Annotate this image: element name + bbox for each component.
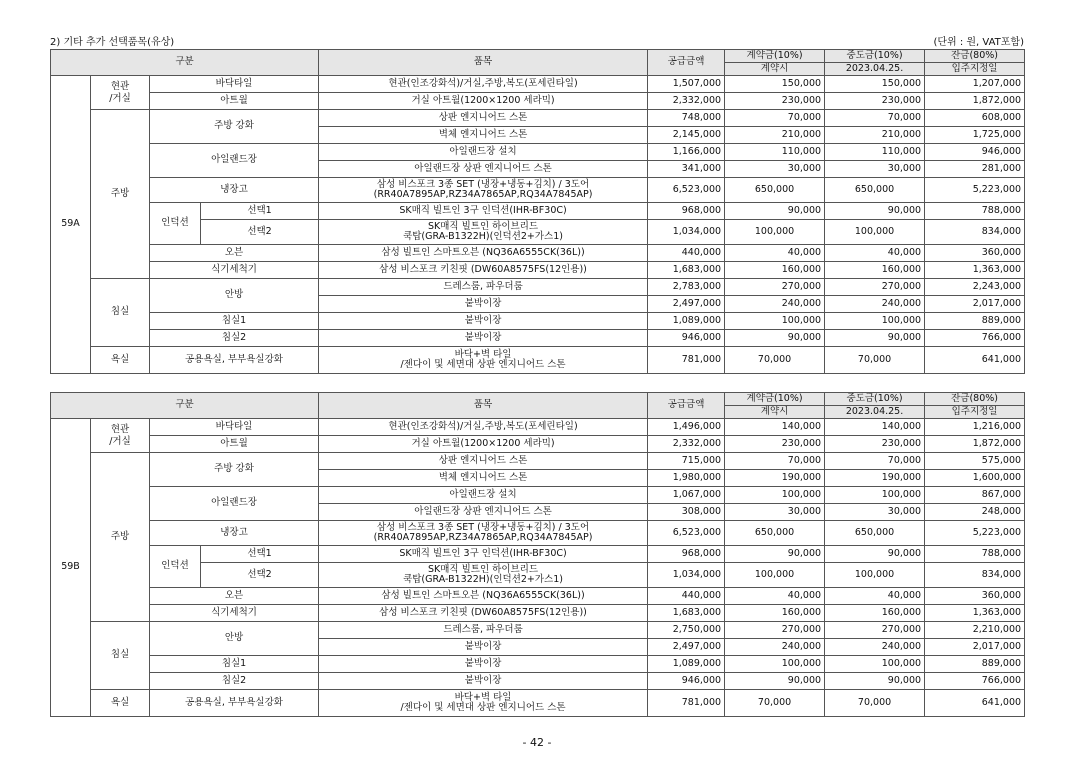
- middle-cell: 210,000: [825, 127, 925, 144]
- floor-tile-cell: 바닥타일: [150, 76, 319, 93]
- item-line: SK매직 빌트인 하이브리드: [428, 220, 539, 232]
- balance-cell: 5,223,000: [925, 178, 1025, 203]
- kitchen-upgrade-cell: 주방 강화: [150, 453, 319, 487]
- middle-cell: 190,000: [825, 470, 925, 487]
- supply-price-cell: 1,507,000: [648, 76, 725, 93]
- balance-cell: 766,000: [925, 330, 1025, 347]
- contract-cell: 100,000: [725, 313, 825, 330]
- middle-cell: 160,000: [825, 605, 925, 622]
- middle-cell: 40,000: [825, 245, 925, 262]
- supply-price-cell: 1,980,000: [648, 470, 725, 487]
- item-cell: 드레스룸, 파우더룸: [319, 622, 648, 639]
- item-cell: [319, 521, 648, 546]
- item-cell: [319, 563, 648, 588]
- supply-price-cell: 1,089,000: [648, 656, 725, 673]
- supply-price-cell: 308,000: [648, 504, 725, 521]
- middle-cell: 240,000: [825, 639, 925, 656]
- section-title: 2) 기타 추가 선택품목(유상): [50, 37, 175, 48]
- options-table-59a: [50, 49, 1025, 374]
- contract-cell: 270,000: [725, 279, 825, 296]
- header-item: 품목: [319, 393, 648, 419]
- item-cell: 상판 엔지니어드 스톤: [319, 453, 648, 470]
- entrance-label: 현관: [110, 423, 130, 435]
- middle-cell: 90,000: [825, 203, 925, 220]
- table-row: [51, 622, 1025, 639]
- supply-price-cell: 946,000: [648, 330, 725, 347]
- supply-price-cell: 2,332,000: [648, 436, 725, 453]
- table-row: [51, 588, 1025, 605]
- item-cell: 아일랜드장 상판 엔지니어드 스톤: [319, 161, 648, 178]
- entrance-living-cell: [91, 419, 150, 453]
- bedroom-cell: 침실: [91, 279, 150, 347]
- item-cell: 붙박이장: [319, 330, 648, 347]
- contract-cell: 160,000: [725, 605, 825, 622]
- contract-cell: 190,000: [725, 470, 825, 487]
- contract-cell: 100,000: [725, 487, 825, 504]
- balance-cell: 834,000: [925, 220, 1025, 245]
- header-supply-price: 공급금액: [648, 50, 725, 76]
- table-row: [51, 76, 1025, 93]
- contract-cell: 140,000: [725, 419, 825, 436]
- balance-cell: 788,000: [925, 546, 1025, 563]
- table-row: [51, 93, 1025, 110]
- contract-cell: 70,000: [725, 110, 825, 127]
- item-cell: 삼성 비스포크 키친핏 (DW60A8575FS(12인용)): [319, 605, 648, 622]
- entrance-living-cell: [91, 76, 150, 110]
- options-table-59b: [50, 392, 1025, 717]
- item-line: SK매직 빌트인 하이브리드: [428, 563, 539, 575]
- supply-price-cell: 1,683,000: [648, 262, 725, 279]
- item-cell: 붙박이장: [319, 656, 648, 673]
- item-cell: 벽체 엔지니어드 스톤: [319, 127, 648, 144]
- header-contract: 계약금(10%): [725, 393, 825, 406]
- item-cell: [319, 347, 648, 374]
- middle-cell: 70,000: [825, 453, 925, 470]
- header-balance: 잔금(80%): [925, 50, 1025, 63]
- contract-cell: 40,000: [725, 245, 825, 262]
- option1-cell: 선택1: [201, 203, 319, 220]
- item-line: 삼성 비스포크 3종 SET (냉장+냉동+김치) / 3도어: [376, 521, 590, 533]
- balance-cell: 575,000: [925, 453, 1025, 470]
- balance-cell: 641,000: [925, 690, 1025, 717]
- contract-cell: 90,000: [725, 673, 825, 690]
- table-row: [51, 487, 1025, 504]
- table-row: [51, 262, 1025, 279]
- item-cell: 삼성 빌트인 스마트오븐 (NQ36A6555CK(36L)): [319, 245, 648, 262]
- middle-cell: 650,000: [825, 521, 925, 546]
- table-row: [51, 453, 1025, 470]
- contract-cell: 100,000: [725, 656, 825, 673]
- induction-cell: 인덕션: [150, 203, 201, 245]
- supply-price-cell: 2,497,000: [648, 639, 725, 656]
- living-label: /거실: [109, 92, 131, 104]
- middle-cell: 90,000: [825, 673, 925, 690]
- middle-cell: 100,000: [825, 563, 925, 588]
- balance-cell: 608,000: [925, 110, 1025, 127]
- bedroom2-cell: 침실2: [150, 330, 319, 347]
- supply-price-cell: 968,000: [648, 546, 725, 563]
- item-cell: 아일랜드장 상판 엔지니어드 스톤: [319, 504, 648, 521]
- middle-cell: 150,000: [825, 76, 925, 93]
- item-cell: 아일랜드장 설치: [319, 144, 648, 161]
- item-cell: 아일랜드장 설치: [319, 487, 648, 504]
- balance-cell: 641,000: [925, 347, 1025, 374]
- table-row: [51, 521, 1025, 546]
- table-row: [51, 436, 1025, 453]
- contract-cell: 30,000: [725, 161, 825, 178]
- table-row: [51, 144, 1025, 161]
- dishwasher-cell: 식기세척기: [150, 262, 319, 279]
- middle-cell: 90,000: [825, 546, 925, 563]
- contract-cell: 230,000: [725, 93, 825, 110]
- table-row: [51, 419, 1025, 436]
- balance-cell: 5,223,000: [925, 521, 1025, 546]
- header-middle: 중도금(10%): [825, 50, 925, 63]
- item-cell: 상판 엔지니어드 스톤: [319, 110, 648, 127]
- balance-cell: 2,017,000: [925, 296, 1025, 313]
- balance-cell: 248,000: [925, 504, 1025, 521]
- middle-cell: 230,000: [825, 436, 925, 453]
- middle-cell: 110,000: [825, 144, 925, 161]
- balance-cell: 1,363,000: [925, 262, 1025, 279]
- item-cell: [319, 178, 648, 203]
- contract-cell: 650,000: [725, 521, 825, 546]
- item-cell: SK매직 빌트인 3구 인덕션(IHR-BF30C): [319, 203, 648, 220]
- middle-cell: 650,000: [825, 178, 925, 203]
- master-bedroom-cell: 안방: [150, 279, 319, 313]
- table-row: [51, 279, 1025, 296]
- item-line: (RR40A7895AP,RZ34A7865AP,RQ34A7845AP): [373, 189, 593, 200]
- header-middle-sub: 2023.04.25.: [825, 406, 925, 419]
- contract-cell: 100,000: [725, 220, 825, 245]
- balance-cell: 1,872,000: [925, 93, 1025, 110]
- middle-cell: 270,000: [825, 279, 925, 296]
- supply-price-cell: 341,000: [648, 161, 725, 178]
- contract-cell: 210,000: [725, 127, 825, 144]
- kitchen-upgrade-cell: 주방 강화: [150, 110, 319, 144]
- balance-cell: 867,000: [925, 487, 1025, 504]
- contract-cell: 70,000: [725, 347, 825, 374]
- oven-cell: 오븐: [150, 245, 319, 262]
- header-middle: 중도금(10%): [825, 393, 925, 406]
- bathroom-upgrade-cell: 공용욕실, 부부욕실강화: [150, 347, 319, 374]
- bathroom-cell: 욕실: [91, 690, 150, 717]
- contract-cell: 90,000: [725, 203, 825, 220]
- unit-type-cell: 59B: [51, 419, 91, 717]
- item-cell: 현관(인조강화석)/거실,주방,복도(포세린타일): [319, 76, 648, 93]
- unit-type-cell: 59A: [51, 76, 91, 374]
- item-line: /젠다이 및 세면대 상판 엔지니어드 스톤: [400, 702, 566, 713]
- supply-price-cell: 6,523,000: [648, 178, 725, 203]
- item-cell: 붙박이장: [319, 673, 648, 690]
- balance-cell: 1,216,000: [925, 419, 1025, 436]
- item-cell: 현관(인조강화석)/거실,주방,복도(포세린타일): [319, 419, 648, 436]
- oven-cell: 오븐: [150, 588, 319, 605]
- contract-cell: 270,000: [725, 622, 825, 639]
- middle-cell: 270,000: [825, 622, 925, 639]
- middle-cell: 70,000: [825, 110, 925, 127]
- balance-cell: 1,600,000: [925, 470, 1025, 487]
- middle-cell: 230,000: [825, 93, 925, 110]
- living-label: /거실: [109, 435, 131, 447]
- supply-price-cell: 2,332,000: [648, 93, 725, 110]
- table-row: [51, 656, 1025, 673]
- supply-price-cell: 2,145,000: [648, 127, 725, 144]
- item-line: 바닥+벽 타일: [454, 348, 512, 360]
- header-middle-sub: 2023.04.25.: [825, 63, 925, 76]
- supply-price-cell: 440,000: [648, 588, 725, 605]
- middle-cell: 240,000: [825, 296, 925, 313]
- option1-cell: 선택1: [201, 546, 319, 563]
- bathroom-upgrade-cell: 공용욕실, 부부욕실강화: [150, 690, 319, 717]
- table-row: [51, 313, 1025, 330]
- item-cell: 붙박이장: [319, 296, 648, 313]
- middle-cell: 100,000: [825, 313, 925, 330]
- fridge-cell: 냉장고: [150, 521, 319, 546]
- contract-cell: 100,000: [725, 563, 825, 588]
- balance-cell: 1,872,000: [925, 436, 1025, 453]
- middle-cell: 30,000: [825, 161, 925, 178]
- item-line: 삼성 비스포크 3종 SET (냉장+냉동+김치) / 3도어: [376, 178, 590, 190]
- bedroom1-cell: 침실1: [150, 313, 319, 330]
- page-number: - 42 -: [522, 736, 552, 749]
- middle-cell: 70,000: [825, 347, 925, 374]
- contract-cell: 150,000: [725, 76, 825, 93]
- bathroom-cell: 욕실: [91, 347, 150, 374]
- entrance-label: 현관: [110, 80, 130, 92]
- contract-cell: 40,000: [725, 588, 825, 605]
- contract-cell: 70,000: [725, 453, 825, 470]
- table-row: [51, 110, 1025, 127]
- item-cell: 거실 아트월(1200×1200 세라믹): [319, 93, 648, 110]
- table-row: [51, 347, 1025, 374]
- table-row: [51, 203, 1025, 220]
- item-cell: 삼성 빌트인 스마트오븐 (NQ36A6555CK(36L)): [319, 588, 648, 605]
- supply-price-cell: 715,000: [648, 453, 725, 470]
- contract-cell: 240,000: [725, 639, 825, 656]
- fridge-cell: 냉장고: [150, 178, 319, 203]
- supply-price-cell: 2,497,000: [648, 296, 725, 313]
- item-line: 쿡탑(GRA-B1322H)(인덕션2+가스1): [403, 231, 563, 242]
- contract-cell: 160,000: [725, 262, 825, 279]
- island-cell: 아일랜드장: [150, 487, 319, 521]
- middle-cell: 70,000: [825, 690, 925, 717]
- balance-cell: 360,000: [925, 588, 1025, 605]
- middle-cell: 140,000: [825, 419, 925, 436]
- supply-price-cell: 1,496,000: [648, 419, 725, 436]
- table-row: [51, 673, 1025, 690]
- master-bedroom-cell: 안방: [150, 622, 319, 656]
- header-contract-sub: 계약시: [725, 63, 825, 76]
- contract-cell: 650,000: [725, 178, 825, 203]
- balance-cell: 766,000: [925, 673, 1025, 690]
- item-cell: 벽체 엔지니어드 스톤: [319, 470, 648, 487]
- balance-cell: 2,243,000: [925, 279, 1025, 296]
- floor-tile-cell: 바닥타일: [150, 419, 319, 436]
- balance-cell: 1,725,000: [925, 127, 1025, 144]
- item-line: 바닥+벽 타일: [454, 691, 512, 703]
- contract-cell: 240,000: [725, 296, 825, 313]
- supply-price-cell: 2,750,000: [648, 622, 725, 639]
- balance-cell: 1,207,000: [925, 76, 1025, 93]
- middle-cell: 90,000: [825, 330, 925, 347]
- header-category: 구분: [51, 393, 319, 419]
- header-item: 품목: [319, 50, 648, 76]
- induction-cell: 인덕션: [150, 546, 201, 588]
- header-balance-sub: 입주지정일: [925, 406, 1025, 419]
- balance-cell: 360,000: [925, 245, 1025, 262]
- item-cell: 거실 아트월(1200×1200 세라믹): [319, 436, 648, 453]
- artwall-cell: 아트월: [150, 436, 319, 453]
- header-contract-sub: 계약시: [725, 406, 825, 419]
- balance-cell: 946,000: [925, 144, 1025, 161]
- middle-cell: 100,000: [825, 487, 925, 504]
- supply-price-cell: 6,523,000: [648, 521, 725, 546]
- item-line: (RR40A7895AP,RZ34A7865AP,RQ34A7845AP): [373, 532, 593, 543]
- contract-cell: 30,000: [725, 504, 825, 521]
- table-row: [51, 605, 1025, 622]
- table-row: [51, 330, 1025, 347]
- supply-price-cell: 968,000: [648, 203, 725, 220]
- bedroom1-cell: 침실1: [150, 656, 319, 673]
- middle-cell: 30,000: [825, 504, 925, 521]
- kitchen-cell: 주방: [91, 110, 150, 279]
- table-row: [51, 178, 1025, 203]
- island-cell: 아일랜드장: [150, 144, 319, 178]
- header-balance: 잔금(80%): [925, 393, 1025, 406]
- table-row: [51, 245, 1025, 262]
- item-cell: SK매직 빌트인 3구 인덕션(IHR-BF30C): [319, 546, 648, 563]
- supply-price-cell: 946,000: [648, 673, 725, 690]
- contract-cell: 110,000: [725, 144, 825, 161]
- balance-cell: 834,000: [925, 563, 1025, 588]
- header-balance-sub: 입주지정일: [925, 63, 1025, 76]
- supply-price-cell: 1,067,000: [648, 487, 725, 504]
- contract-cell: 90,000: [725, 330, 825, 347]
- balance-cell: 281,000: [925, 161, 1025, 178]
- header-supply-price: 공급금액: [648, 393, 725, 419]
- middle-cell: 160,000: [825, 262, 925, 279]
- unit-note: (단위 : 원, VAT포함): [933, 37, 1024, 48]
- item-line: /젠다이 및 세면대 상판 엔지니어드 스톤: [400, 359, 566, 370]
- balance-cell: 889,000: [925, 313, 1025, 330]
- header-category: 구분: [51, 50, 319, 76]
- item-cell: [319, 220, 648, 245]
- balance-cell: 1,363,000: [925, 605, 1025, 622]
- supply-price-cell: 1,166,000: [648, 144, 725, 161]
- supply-price-cell: 748,000: [648, 110, 725, 127]
- item-cell: 드레스룸, 파우더룸: [319, 279, 648, 296]
- balance-cell: 889,000: [925, 656, 1025, 673]
- header-contract: 계약금(10%): [725, 50, 825, 63]
- kitchen-cell: 주방: [91, 453, 150, 622]
- middle-cell: 100,000: [825, 220, 925, 245]
- item-cell: 삼성 비스포크 키친핏 (DW60A8575FS(12인용)): [319, 262, 648, 279]
- contract-cell: 90,000: [725, 546, 825, 563]
- item-cell: 붙박이장: [319, 313, 648, 330]
- dishwasher-cell: 식기세척기: [150, 605, 319, 622]
- item-cell: 붙박이장: [319, 639, 648, 656]
- supply-price-cell: 1,089,000: [648, 313, 725, 330]
- supply-price-cell: 781,000: [648, 690, 725, 717]
- supply-price-cell: 1,034,000: [648, 220, 725, 245]
- option2-cell: 선택2: [201, 563, 319, 588]
- balance-cell: 2,210,000: [925, 622, 1025, 639]
- item-cell: [319, 690, 648, 717]
- table-row: [51, 546, 1025, 563]
- middle-cell: 100,000: [825, 656, 925, 673]
- balance-cell: 2,017,000: [925, 639, 1025, 656]
- item-line: 쿡탑(GRA-B1322H)(인덕션2+가스1): [403, 574, 563, 585]
- bedroom2-cell: 침실2: [150, 673, 319, 690]
- supply-price-cell: 781,000: [648, 347, 725, 374]
- middle-cell: 40,000: [825, 588, 925, 605]
- table-row: [51, 690, 1025, 717]
- supply-price-cell: 1,683,000: [648, 605, 725, 622]
- supply-price-cell: 440,000: [648, 245, 725, 262]
- bedroom-cell: 침실: [91, 622, 150, 690]
- contract-cell: 70,000: [725, 690, 825, 717]
- artwall-cell: 아트월: [150, 93, 319, 110]
- supply-price-cell: 1,034,000: [648, 563, 725, 588]
- option2-cell: 선택2: [201, 220, 319, 245]
- supply-price-cell: 2,783,000: [648, 279, 725, 296]
- balance-cell: 788,000: [925, 203, 1025, 220]
- contract-cell: 230,000: [725, 436, 825, 453]
